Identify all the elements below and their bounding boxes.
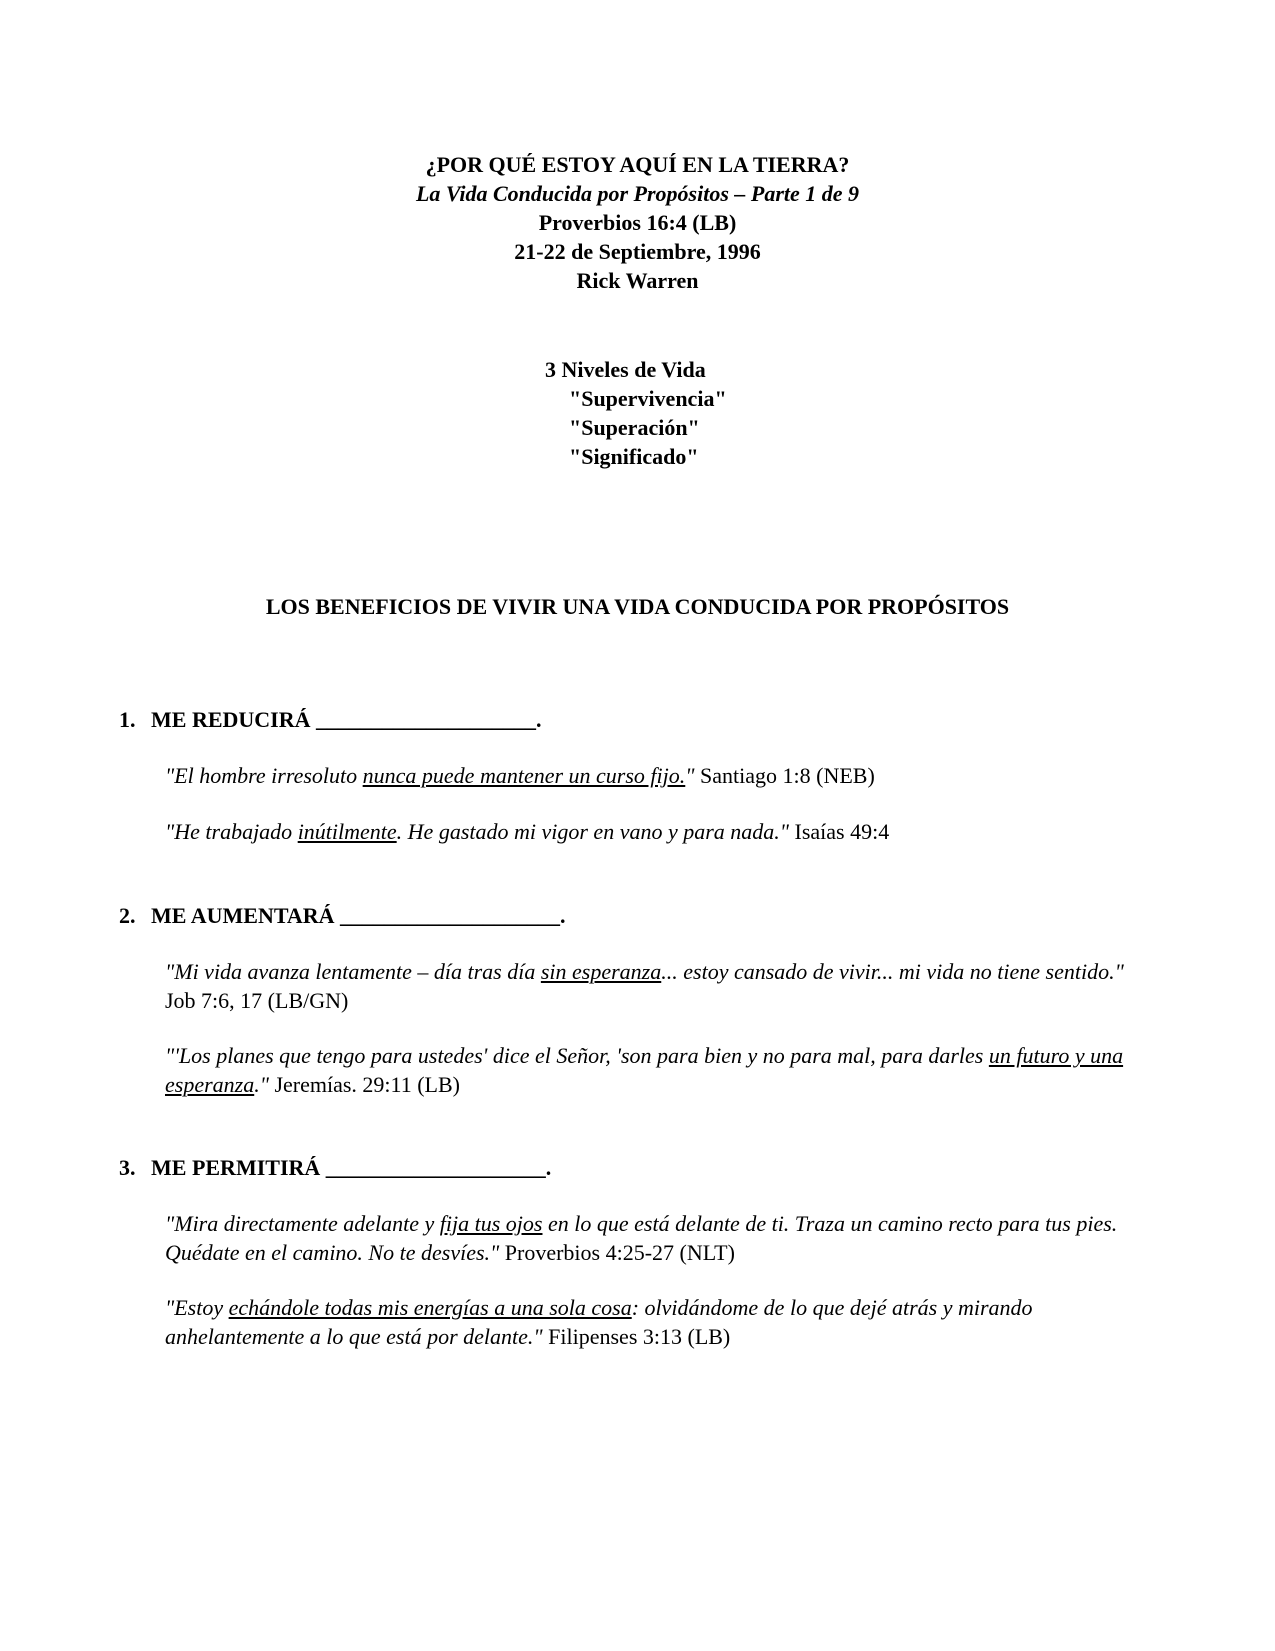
quote-text: ." bbox=[254, 1072, 275, 1097]
quote-underlined: sin esperanza bbox=[540, 959, 662, 984]
quote-underlined: nunca puede mantener un curso fijo. bbox=[362, 763, 686, 788]
benefits-heading: LOS BENEFICIOS DE VIVIR UNA VIDA CONDUCIDA POR PROPÓSITOS bbox=[265, 594, 1010, 619]
point-text: ME REDUCIRÁ ____________________. bbox=[151, 707, 542, 732]
point-number: 2. bbox=[119, 903, 136, 928]
level-item: "Supervivencia" bbox=[569, 386, 727, 411]
scripture-reference: Proverbios 16:4 (LB) bbox=[538, 210, 737, 235]
level-item: "Superación" bbox=[569, 415, 700, 440]
quote-text: "Mi vida avanza lentamente – día tras día bbox=[165, 959, 541, 984]
quote-reference: Santiago 1:8 (NEB) bbox=[694, 763, 875, 788]
point-number: 3. bbox=[119, 1155, 136, 1180]
quote-text: " bbox=[685, 763, 695, 788]
levels-of-life bbox=[545, 355, 727, 471]
document-author: Rick Warren bbox=[576, 268, 699, 293]
quote-reference: Filipenses 3:13 (LB) bbox=[542, 1324, 731, 1349]
quote-text: en lo que está delante de ti. Traza un camino recto para tus pies. Quédate en el camino. No te desvíes." bbox=[165, 1211, 1118, 1265]
point-text: ME AUMENTARÁ ____________________. bbox=[151, 903, 566, 928]
quote-underlined: un futuro y una esperanza bbox=[165, 1043, 1124, 1097]
quote-text: "'Los planes que tengo para ustedes' dice el Señor, 'son para bien y no para mal, para darles bbox=[165, 1043, 989, 1068]
quote-reference: Jeremías. 29:11 (LB) bbox=[274, 1072, 460, 1097]
quote-text: "Estoy bbox=[165, 1295, 229, 1320]
point-number: 1. bbox=[119, 707, 136, 732]
quote-text: ... estoy cansado de vivir... mi vida no tiene sentido." bbox=[661, 959, 1124, 984]
quote-text: "Mira directamente adelante y bbox=[165, 1211, 440, 1236]
point-2 bbox=[119, 901, 566, 930]
quote-underlined: echándole todas mis energías a una sola cosa bbox=[228, 1295, 632, 1320]
quote bbox=[165, 761, 1155, 790]
quote bbox=[165, 1293, 1155, 1351]
quote bbox=[165, 1209, 1155, 1267]
level-item: "Significado" bbox=[569, 444, 699, 469]
document-date: 21-22 de Septiembre, 1996 bbox=[514, 239, 761, 264]
quote-text: . He gastado mi vigor en vano y para nada." bbox=[396, 819, 790, 844]
point-3 bbox=[119, 1153, 551, 1182]
quote-underlined: fija tus ojos bbox=[439, 1211, 543, 1236]
quote bbox=[165, 817, 1155, 846]
quote-reference: Job 7:6, 17 (LB/GN) bbox=[165, 988, 349, 1013]
quote bbox=[165, 1041, 1155, 1099]
point-1 bbox=[119, 705, 542, 734]
document-title: ¿POR QUÉ ESTOY AQUÍ EN LA TIERRA? bbox=[425, 152, 850, 177]
quote-text: "He trabajado bbox=[165, 819, 298, 844]
quote-text: : olvidándome de lo que dejé atrás y mirando anhelantemente a lo que está por delante." bbox=[165, 1295, 1033, 1349]
document-header bbox=[0, 150, 1275, 295]
quote-reference: Proverbios 4:25-27 (NLT) bbox=[499, 1240, 735, 1265]
quote-text: "El hombre irresoluto bbox=[165, 763, 363, 788]
document-subtitle: La Vida Conducida por Propósitos – Parte 1 de 9 bbox=[415, 181, 860, 206]
point-text: ME PERMITIRÁ ____________________. bbox=[151, 1155, 552, 1180]
levels-heading: 3 Niveles de Vida bbox=[545, 357, 706, 382]
quote-underlined: inútilmente bbox=[297, 819, 397, 844]
quote bbox=[165, 957, 1155, 1015]
quote-reference: Isaías 49:4 bbox=[789, 819, 890, 844]
